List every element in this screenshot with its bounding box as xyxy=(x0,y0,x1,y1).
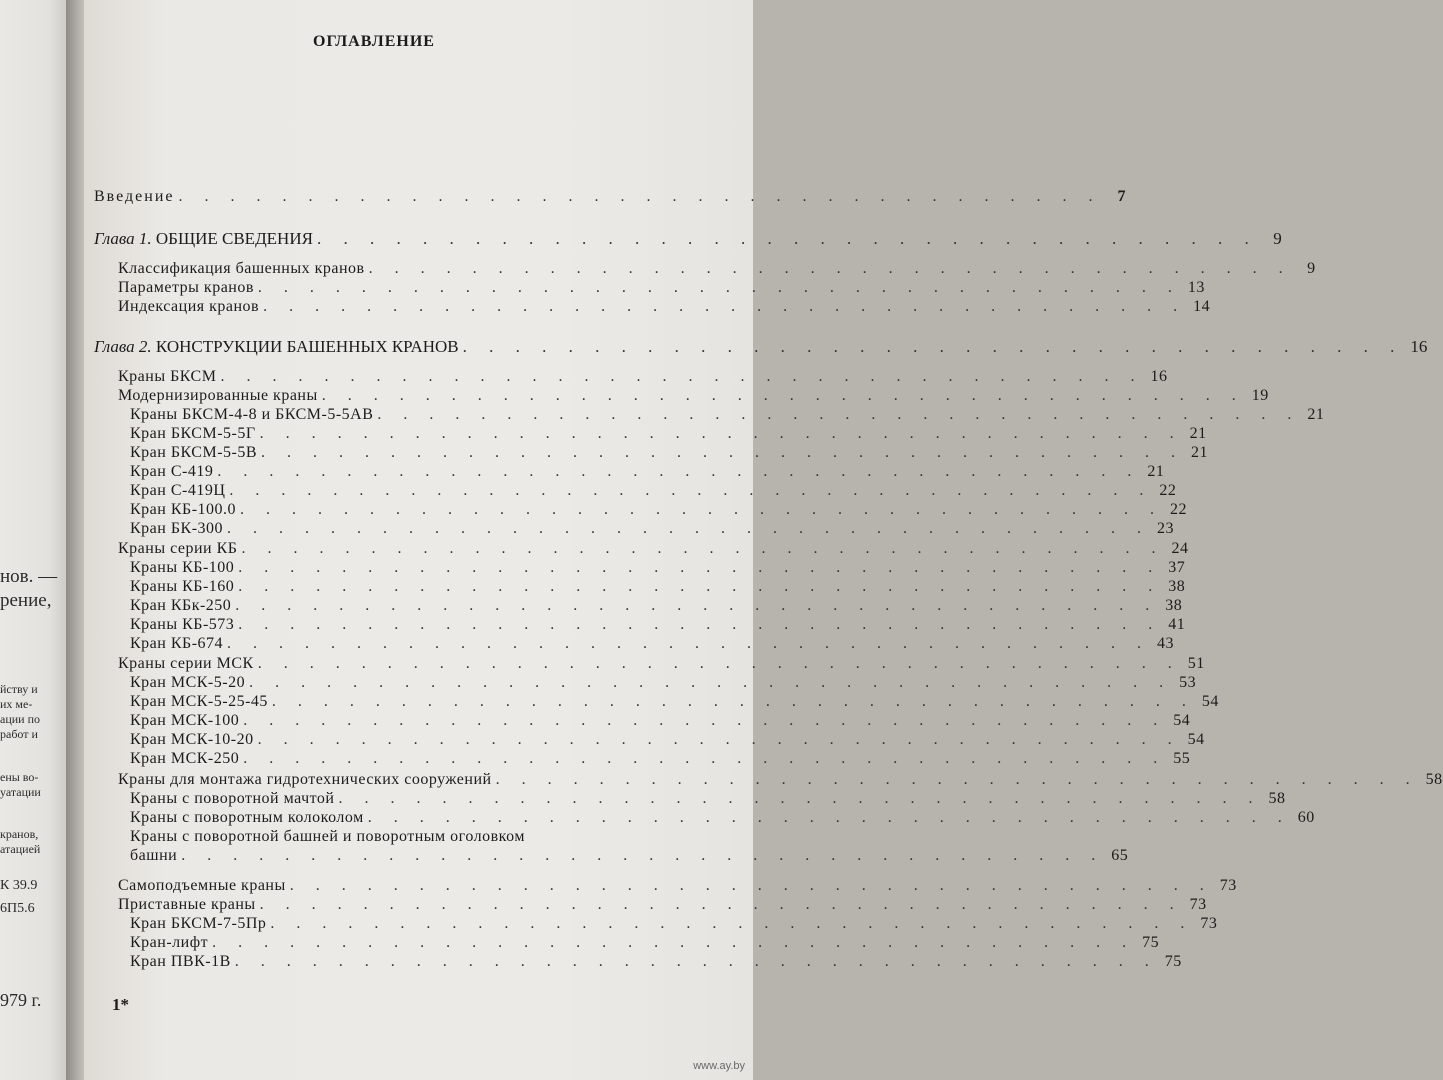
toc-entry-label xyxy=(130,693,268,711)
toc-entry xyxy=(130,790,1286,808)
leader-dots: . . . . . . . . . . . . . . . . . . . . . . . . . . . . . . . . . . . . xyxy=(259,896,1183,913)
toc-entry xyxy=(130,501,1188,519)
toc-entry xyxy=(130,731,1205,749)
toc-page-number: 54 xyxy=(1201,693,1219,710)
toc-entry-text: Кран КБ-674 xyxy=(130,635,224,652)
left-page-fragment: уатации xyxy=(0,785,41,799)
leader-dots: . . . . . . . . . . . . . . . . . . . . . . . . . . . . . . . . . . . . xyxy=(367,809,1291,826)
leader-dots: . . . . . . . . . . . . . . . . . . . . . . . . . . . . . . . . . . . . xyxy=(377,406,1301,423)
toc-entry-label xyxy=(118,771,492,789)
toc-page-number: 22 xyxy=(1159,482,1177,499)
toc-entry-label xyxy=(130,847,177,865)
toc-entry-label xyxy=(118,540,237,558)
toc-entry-text: Краны с поворотной мачтой xyxy=(130,790,335,807)
leader-dots: . . . . . . . . . . . . . . . . . . . . . . . . . . . . . . . . . . . . xyxy=(220,368,1144,385)
toc-page-number: 43 xyxy=(1157,635,1175,652)
toc-entry xyxy=(130,847,1129,865)
toc-entry-text: Кран МСК-250 xyxy=(130,750,240,767)
leader-dots: . . . . . . . . . . . . . . . . . . . . . . . . . . . . . . . . . . . . xyxy=(257,731,1181,748)
toc-entry-text: Краны для монтажа гидротехнических сооружений xyxy=(118,771,492,788)
toc-entry xyxy=(130,578,1186,596)
toc-page-number: 75 xyxy=(1164,953,1182,970)
toc-entry xyxy=(130,463,1165,481)
toc-entry-text: Кран-лифт xyxy=(130,934,209,951)
left-page-fragment: ации по xyxy=(0,712,41,726)
toc-page-number: 16 xyxy=(1410,337,1428,356)
toc-page-number: 53 xyxy=(1179,674,1197,691)
leader-dots: . . . . . . . . . . . . . . . . . . . . . . . . . . . . . . . . . . . . xyxy=(181,847,1105,864)
toc-entry-text: Краны серии КБ xyxy=(118,540,238,557)
toc-entry-text: Краны КБ-573 xyxy=(130,616,235,633)
toc-page-number: 21 xyxy=(1191,444,1209,461)
leader-dots: . . . . . . . . . . . . . . . . . . . . . . . . . . . . . . . . . . . . xyxy=(212,934,1136,951)
toc-entry-label xyxy=(118,655,254,673)
leader-dots: . . . . . . . . . . . . . . . . . . . . . . . . . . . . . . . . . . . . xyxy=(178,188,1102,205)
toc-entry-label xyxy=(130,953,231,971)
toc-entry xyxy=(118,771,1443,789)
leader-dots: . . . . . . . . . . . . . . . . . . . . . . . . . . . . . . . . . . . . xyxy=(462,337,1404,356)
toc-entry-label xyxy=(130,635,223,653)
toc-entry-label xyxy=(130,444,257,462)
left-page-fragment: К 39.9 xyxy=(0,878,38,893)
toc-entry xyxy=(130,953,1182,971)
toc-entry xyxy=(118,540,1189,558)
leader-dots: . . . . . . . . . . . . . . . . . . . . . . . . . . . . . . . . . . . . xyxy=(217,463,1141,480)
toc-entry-label xyxy=(94,230,313,248)
toc-entry xyxy=(118,298,1211,316)
toc-entry-text: ОБЩИЕ СВЕДЕНИЯ xyxy=(155,229,313,248)
leader-dots: . . . . . . . . . . . . . . . . . . . . . . . . . . . . . . . . . . . . xyxy=(263,298,1187,315)
toc-page-number: 19 xyxy=(1251,387,1269,404)
toc-page-number: 24 xyxy=(1171,540,1189,557)
toc-entry-label xyxy=(118,896,256,914)
toc-entry-text: Краны БКСМ xyxy=(118,368,217,385)
toc-entry-label xyxy=(118,298,259,316)
toc-entry-text: Кран БК-300 xyxy=(130,520,224,537)
toc-page-number: 58 xyxy=(1425,771,1443,788)
toc-entry-text: Кран С-419 xyxy=(130,463,214,480)
toc-entry xyxy=(130,425,1207,443)
signature-mark: 1* xyxy=(112,995,129,1014)
leader-dots: . . . . . . . . . . . . . . . . . . . . . . . . . . . . . . . . . . . . xyxy=(229,482,1153,499)
toc-entry-label xyxy=(130,559,234,577)
toc-entry-label xyxy=(94,188,175,206)
left-page xyxy=(0,0,70,1080)
toc-entry-text: Кран МСК-5-25-45 xyxy=(130,693,268,710)
toc-entry-text: Кран МСК-10-20 xyxy=(130,731,254,748)
toc-entry-label xyxy=(130,425,256,443)
toc-page-number: 13 xyxy=(1187,279,1205,296)
leader-dots: . . . . . . . . . . . . . . . . . . . . . . . . . . . . . . . . . . . . xyxy=(243,712,1167,729)
toc-entry-text: Приставные краны xyxy=(118,896,256,913)
leader-dots: . . . . . . . . . . . . . . . . . . . . . . . . . . . . . . . . . . . . xyxy=(227,520,1151,537)
chapter-prefix: Глава 2. xyxy=(94,337,156,356)
toc-page-number: 7 xyxy=(1117,188,1126,205)
toc-entry-text: Кран С-419Ц xyxy=(130,482,226,499)
toc-entry-text: Индексация кранов xyxy=(118,298,260,315)
toc-entry-text: Кран КБк-250 xyxy=(130,597,232,614)
leader-dots: . . . . . . . . . . . . . . . . . . . . . . . . . . . . . . . . . . . . xyxy=(243,750,1167,767)
toc-entry xyxy=(118,655,1205,673)
toc-entry-text: Кран БКСМ-5-5Г xyxy=(130,425,256,442)
leader-dots: . . . . . . . . . . . . . . . . . . . . . . . . . . . . . . . . . . . . xyxy=(259,425,1183,442)
toc-entry-label xyxy=(130,578,234,596)
toc-entry-text: Кран БКСМ-5-5В xyxy=(130,444,258,461)
toc-entry xyxy=(130,597,1183,615)
toc-entry-text: Самоподъемные краны xyxy=(118,877,286,894)
leader-dots: . . . . . . . . . . . . . . . . . . . . . . . . . . . . . . . . . . . . xyxy=(240,501,1164,518)
leader-dots: . . . . . . . . . . . . . . . . . . . . . . . . . . . . . . . . . . . . xyxy=(261,444,1185,461)
toc-entry-label xyxy=(130,790,334,808)
watermark: www.ay.by xyxy=(693,1060,745,1072)
leader-dots: . . . . . . . . . . . . . . . . . . . . . . . . . . . . . . . . . . . . xyxy=(316,229,1258,248)
toc-entry xyxy=(118,877,1237,895)
toc-entry xyxy=(130,750,1191,768)
toc-entry-text: КОНСТРУКЦИИ БАШЕННЫХ КРАНОВ xyxy=(155,337,459,356)
toc-page-number: 58 xyxy=(1268,790,1286,807)
leader-dots: . . . . . . . . . . . . . . . . . . . . . . . . . . . . . . . . . . . . xyxy=(234,953,1158,970)
toc-entry xyxy=(94,337,1428,356)
toc-page-number: 38 xyxy=(1165,597,1183,614)
toc-entry-text: Модернизированные краны xyxy=(118,387,318,404)
toc-page-number: 21 xyxy=(1307,406,1325,423)
toc-entry-text: Классификация башенных кранов xyxy=(118,260,365,277)
toc-entry-label xyxy=(130,463,213,481)
toc-entry xyxy=(130,828,698,846)
toc-page-number: 73 xyxy=(1189,896,1207,913)
toc-title: ОГЛАВЛЕНИЕ xyxy=(313,33,435,50)
toc-page-number: 21 xyxy=(1147,463,1165,480)
toc-entry-label xyxy=(130,809,364,827)
toc-entry xyxy=(94,188,1126,206)
toc-entry xyxy=(130,559,1186,577)
toc-entry xyxy=(130,934,1160,952)
left-page-fragment: ены во- xyxy=(0,770,39,784)
toc-page-number: 55 xyxy=(1173,750,1191,767)
leader-dots: . . . . . . . . . . . . . . . . . . . . . . . . . . . . . . . . . . . . xyxy=(338,790,1262,807)
leader-dots: . . . . . . . . . . . . . . . . . . . . . . . . . . . . . . . . . . . . xyxy=(238,616,1162,633)
left-page-fragment: рение, xyxy=(0,590,52,611)
left-page-fragment: работ и xyxy=(0,727,38,741)
toc-page-number: 73 xyxy=(1219,877,1237,894)
toc-entry-label xyxy=(130,482,225,500)
toc-page-number: 22 xyxy=(1170,501,1188,518)
toc-page-number: 38 xyxy=(1168,578,1186,595)
toc-entry-text: Параметры кранов xyxy=(118,279,254,296)
toc-page-number: 37 xyxy=(1168,559,1186,576)
leader-dots: . . . . . . . . . . . . . . . . . . . . . . . . . . . . . . . . . . . . xyxy=(495,771,1419,788)
toc-page-number: 54 xyxy=(1187,731,1205,748)
left-page-fragment: кранов, xyxy=(0,827,39,841)
left-page-fragment: нов. — xyxy=(0,566,58,587)
toc-page-number: 14 xyxy=(1193,298,1211,315)
toc-entry-text: Краны БКСМ-4-8 и БКСМ-5-5АВ xyxy=(130,406,374,423)
toc-entry-label xyxy=(130,674,245,692)
toc-entry xyxy=(118,260,1316,278)
toc-entry xyxy=(118,896,1207,914)
toc-entry-label xyxy=(130,406,373,424)
toc-entry-label xyxy=(94,338,459,356)
toc-page-number: 60 xyxy=(1297,809,1315,826)
toc-entry-label xyxy=(118,368,216,386)
toc-entry xyxy=(130,444,1209,462)
toc-entry-label xyxy=(118,387,318,405)
toc-entry xyxy=(118,368,1168,386)
leader-dots: . . . . . . . . . . . . . . . . . . . . . . . . . . . . . . . . . . . . xyxy=(249,674,1173,691)
toc-entry-text: Кран МСК-5-20 xyxy=(130,674,246,691)
toc-page xyxy=(84,0,1443,1080)
toc-page-number: 75 xyxy=(1142,934,1160,951)
toc-entry xyxy=(130,520,1175,538)
toc-page-number: 21 xyxy=(1189,425,1207,442)
leader-dots: . . . . . . . . . . . . . . . . . . . . . . . . . . . . . . . . . . . . xyxy=(368,260,1292,277)
toc-entry-label xyxy=(118,260,365,278)
toc-entry-text: Краны КБ-160 xyxy=(130,578,235,595)
toc-page-number: 41 xyxy=(1168,616,1186,633)
toc-page-number: 23 xyxy=(1157,520,1175,537)
left-page-fragment: йству и xyxy=(0,682,38,696)
leader-dots: . . . . . . . . . . . . . . . . . . . . . . . . . . . . . . . . . . . . xyxy=(257,655,1181,672)
left-page-fragment: их ме- xyxy=(0,697,33,711)
toc-page-number: 73 xyxy=(1200,915,1218,932)
toc-entry-label xyxy=(130,501,236,519)
toc-entry-label xyxy=(130,934,208,952)
toc-page-number: 65 xyxy=(1111,847,1129,864)
leader-dots: . . . . . . . . . . . . . . . . . . . . . . . . . . . . . . . . . . . . xyxy=(235,597,1159,614)
toc-entry xyxy=(130,674,1197,692)
leader-dots: . . . . . . . . . . . . . . . . . . . . . . . . . . . . . . . . . . . . xyxy=(257,279,1181,296)
toc-entry-label xyxy=(130,520,223,538)
toc-entry-text: Краны серии МСК xyxy=(118,655,254,672)
toc-entry-text: Краны с поворотной башней и поворотным оголовком xyxy=(130,828,525,845)
toc-entry-text: Краны КБ-100 xyxy=(130,559,235,576)
left-page-fragment: атацией xyxy=(0,842,41,856)
leader-dots: . . . . . . . . . . . . . . . . . . . . . . . . . . . . . . . . . . . . xyxy=(289,877,1213,894)
toc-entry-text: Кран МСК-100 xyxy=(130,712,240,729)
toc-entry xyxy=(130,406,1325,424)
leader-dots: . . . . . . . . . . . . . . . . . . . . . . . . . . . . . . . . . . . . xyxy=(227,635,1151,652)
toc-page-number: 51 xyxy=(1187,655,1205,672)
toc-entry xyxy=(94,229,1282,248)
toc-entry xyxy=(130,915,1218,933)
toc-page-number: 16 xyxy=(1150,368,1168,385)
toc-entry-label xyxy=(130,597,231,615)
leader-dots: . . . . . . . . . . . . . . . . . . . . . . . . . . . . . . . . . . . . xyxy=(241,540,1165,557)
toc-page-number: 9 xyxy=(1273,229,1282,248)
toc-entry-label xyxy=(130,616,234,634)
leader-dots: . . . . . . . . . . . . . . . . . . . . . . . . . . . . . . . . . . . . xyxy=(270,915,1194,932)
toc-entry-label xyxy=(118,279,254,297)
leader-dots: . . . . . . . . . . . . . . . . . . . . . . . . . . . . . . . . . . . . xyxy=(271,693,1195,710)
left-page-fragment: 6П5.6 xyxy=(0,901,35,916)
toc-entry xyxy=(130,712,1191,730)
toc-entry-text: Введение xyxy=(94,188,175,205)
toc-page-number: 9 xyxy=(1307,260,1316,277)
toc-entry-label xyxy=(130,731,254,749)
toc-entry-label xyxy=(130,750,239,768)
toc-entry xyxy=(118,279,1205,297)
leader-dots: . . . . . . . . . . . . . . . . . . . . . . . . . . . . . . . . . . . . xyxy=(238,578,1162,595)
leader-dots: . . . . . . . . . . . . . . . . . . . . . . . . . . . . . . . . . . . . xyxy=(238,559,1162,576)
toc-entry xyxy=(130,482,1177,500)
left-page-fragment: 979 г. xyxy=(0,990,42,1010)
toc-entry xyxy=(130,616,1186,634)
toc-entry xyxy=(130,809,1315,827)
chapter-prefix: Глава 1. xyxy=(94,229,156,248)
toc-entry-label xyxy=(118,877,286,895)
toc-entry-text: башни xyxy=(130,847,178,864)
toc-page-number: 54 xyxy=(1173,712,1191,729)
toc-entry-text: Краны с поворотным колоколом xyxy=(130,809,364,826)
toc-entry-text: Кран КБ-100.0 xyxy=(130,501,237,518)
toc-entry xyxy=(130,635,1175,653)
toc-entry-text: Кран БКСМ-7-5Пр xyxy=(130,915,267,932)
toc-entry-text: Кран ПВК-1В xyxy=(130,953,231,970)
toc-entry xyxy=(130,693,1219,711)
toc-entry xyxy=(118,387,1269,405)
leader-dots: . . . . . . . . . . . . . . . . . . . . . . . . . . . . . . . . . . . . xyxy=(321,387,1245,404)
toc-entry-label xyxy=(130,828,525,846)
toc-entry-label xyxy=(130,712,239,730)
toc-entry-label xyxy=(130,915,266,933)
